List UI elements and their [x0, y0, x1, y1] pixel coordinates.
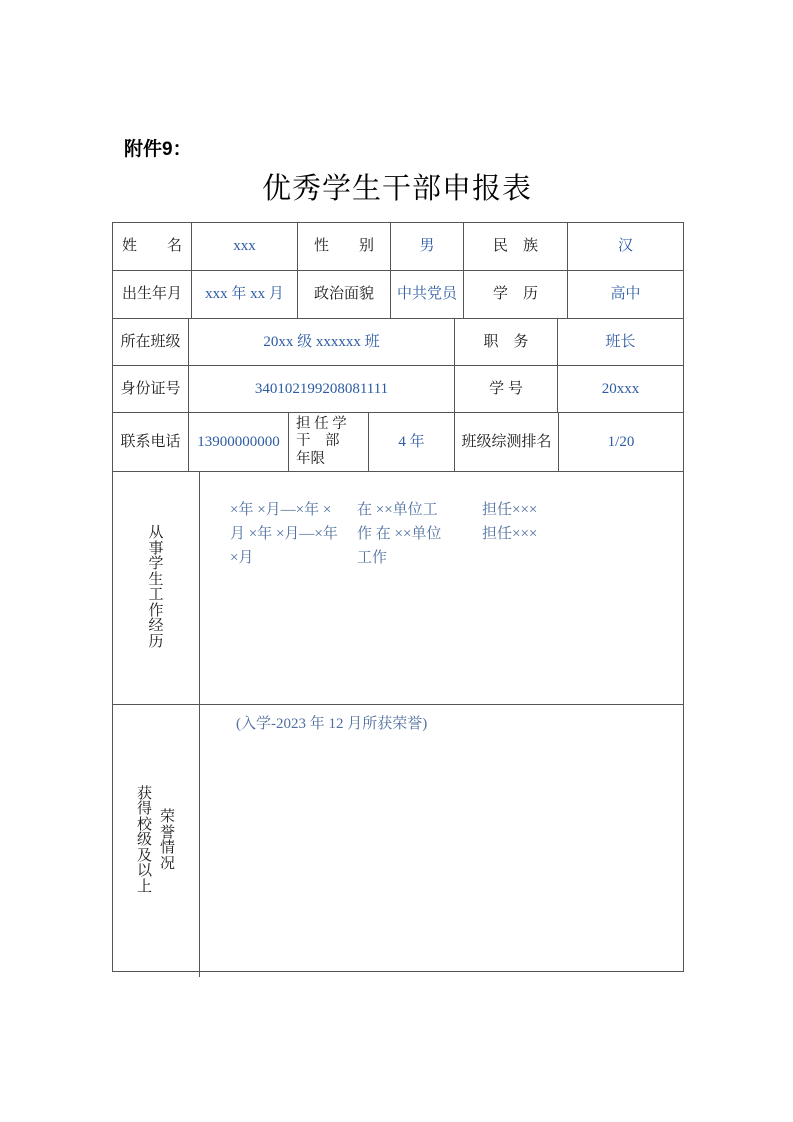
work-roles-text: 担任××× 担任××× [482, 502, 538, 542]
cadre-years-label-line: 担 任 学 [296, 415, 347, 432]
work-experience-label [113, 472, 199, 704]
honors-note-text: (入学-2023 年 12 月所获荣誉) [236, 716, 428, 732]
ethnicity-value: 汉 [567, 223, 683, 270]
honors-content [199, 705, 683, 977]
cadre-years-value: 4 年 [368, 413, 454, 471]
phone-value: 13900000000 [188, 413, 288, 471]
student-no-label: 学 号 [454, 366, 557, 412]
cadre-years-label [288, 413, 368, 471]
education-label: 学 历 [463, 271, 567, 318]
student-no-value: 20xxx [557, 366, 683, 412]
work-periods-text: ×年 ×月—×年 × 月 ×年 ×月—×年 ×月 [230, 502, 338, 566]
attachment-label: 附件9： [124, 139, 192, 160]
id-number-value: 340102199208081111 [188, 366, 454, 412]
gender-label: 性 别 [297, 223, 390, 270]
name-label: 姓 名 [121, 238, 182, 254]
honors-label-col1: 获得校级及以上 [136, 785, 152, 895]
political-label: 政治面貌 [297, 271, 390, 318]
table-row [113, 223, 683, 270]
name-value: xxx [191, 223, 297, 270]
education-value: 高中 [567, 271, 683, 318]
birth-label: 出生年月 [121, 286, 182, 302]
form-title: 优秀学生干部申报表 [261, 173, 532, 205]
honors-label-col2: 荣誉情况 [159, 809, 175, 872]
table-row [113, 270, 683, 318]
birth-value: xxx 年 xx 月 [191, 271, 297, 318]
ranking-value: 1/20 [558, 413, 683, 471]
honors-label [113, 705, 199, 977]
class-value: 20xx 级 xxxxxx 班 [188, 319, 454, 365]
cadre-years-label-line: 干 部 [296, 433, 340, 450]
table-row [113, 318, 683, 365]
gender-value: 男 [390, 223, 463, 270]
work-experience-row [113, 471, 683, 704]
position-value: 班长 [557, 319, 683, 365]
ethnicity-label: 民 族 [463, 223, 567, 270]
table-row [113, 412, 683, 471]
work-experience-content [199, 472, 683, 704]
class-label: 所在班级 [120, 333, 181, 350]
cadre-years-label-line: 年限 [296, 450, 325, 467]
honors-row [113, 704, 683, 977]
work-units-text: 在 ××单位工 作 在 ××单位 工作 [357, 502, 442, 566]
id-number-label: 身份证号 [120, 380, 181, 397]
work-experience-label-text: 从事学生工作经历 [148, 525, 164, 650]
phone-label: 联系电话 [120, 433, 181, 450]
ranking-label: 班级综测排名 [454, 413, 558, 471]
position-label: 职 务 [454, 319, 557, 365]
table-row [113, 365, 683, 412]
political-value: 中共党员 [390, 271, 463, 318]
application-table [112, 222, 684, 972]
